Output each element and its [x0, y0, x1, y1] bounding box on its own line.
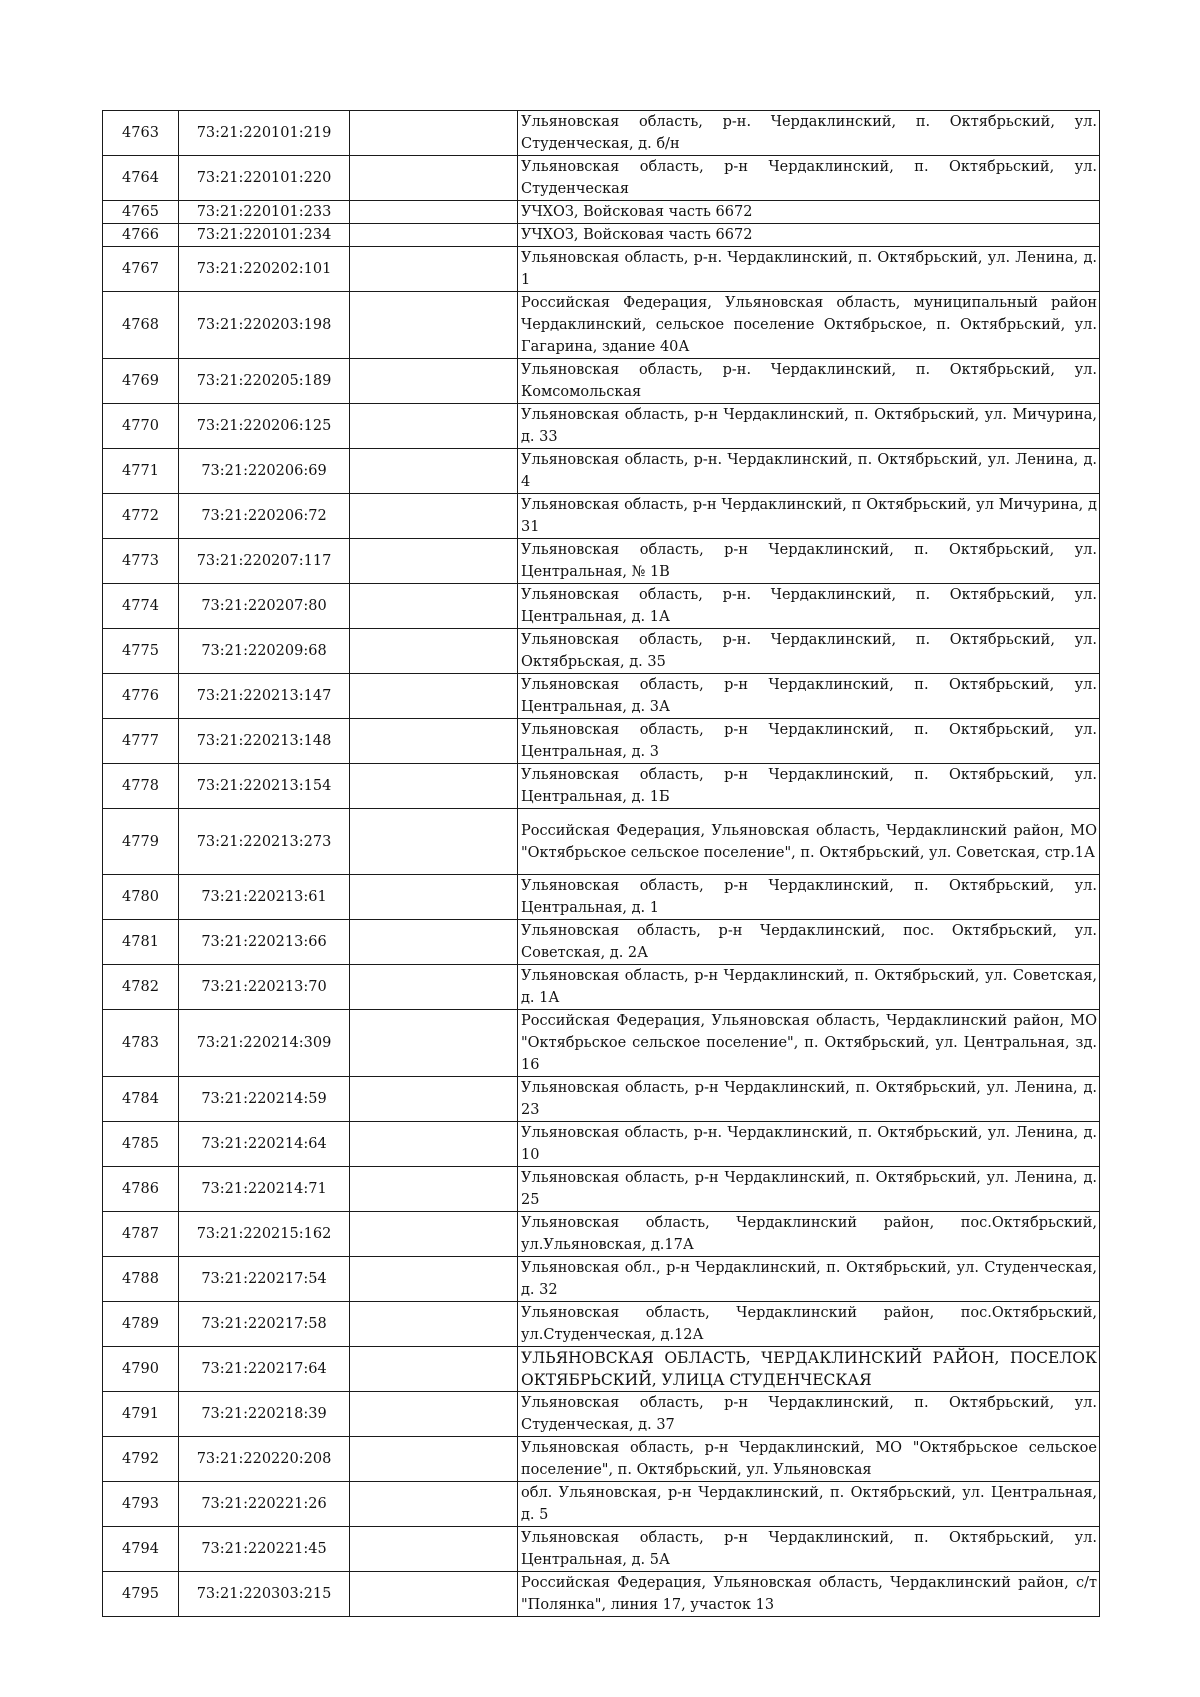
cadastral-number-cell: 73:21:220206:72	[179, 494, 350, 539]
cadastral-number-cell: 73:21:220207:117	[179, 539, 350, 584]
address-cell: Российская Федерация, Ульяновская область, Чердаклинский район, МО "Октябрьское сельское поселение", п. Октябрьский, ул. Советская, стр.1А	[518, 809, 1100, 875]
table-row	[103, 156, 1100, 201]
row-number-cell: 4777	[103, 719, 179, 764]
table-row	[103, 809, 1100, 875]
cadastral-number-cell: 73:21:220221:26	[179, 1482, 350, 1527]
table-row	[103, 224, 1100, 247]
empty-cell	[350, 965, 518, 1010]
row-number-cell: 4773	[103, 539, 179, 584]
address-cell: Ульяновская область, р-н Чердаклинский, п Октябрьский, ул Мичурина, д 31	[518, 494, 1100, 539]
table-row	[103, 111, 1100, 156]
address-cell: Ульяновская область, р-н Чердаклинский, п. Октябрьский, ул. Студенческая, д. 37	[518, 1392, 1100, 1437]
row-number-cell: 4779	[103, 809, 179, 875]
cadastral-number-cell: 73:21:220215:162	[179, 1212, 350, 1257]
row-number-cell: 4792	[103, 1437, 179, 1482]
table-row	[103, 629, 1100, 674]
cadastral-number-cell: 73:21:220213:147	[179, 674, 350, 719]
address-cell: Российская Федерация, Ульяновская область, муниципальный район Чердаклинский, сельское поселение Октябрьское, п. Октябрьский, ул. Гагарина, здание 40А	[518, 292, 1100, 359]
row-number-cell: 4794	[103, 1527, 179, 1572]
address-cell: Российская Федерация, Ульяновская область, Чердаклинский район, МО "Октябрьское сельское поселение", п. Октябрьский, ул. Центральная, зд. 16	[518, 1010, 1100, 1077]
empty-cell	[350, 629, 518, 674]
table-row	[103, 1212, 1100, 1257]
row-number-cell: 4788	[103, 1257, 179, 1302]
address-cell: Ульяновская область, р-н Чердаклинский, п. Октябрьский, ул. Центральная, д. 1Б	[518, 764, 1100, 809]
row-number-cell: 4793	[103, 1482, 179, 1527]
cadastral-number-cell: 73:21:220101:220	[179, 156, 350, 201]
empty-cell	[350, 1010, 518, 1077]
row-number-cell: 4785	[103, 1122, 179, 1167]
cadastral-number-cell: 73:21:220205:189	[179, 359, 350, 404]
address-cell: УЧХОЗ, Войсковая часть 6672	[518, 201, 1100, 224]
empty-cell	[350, 1482, 518, 1527]
empty-cell	[350, 247, 518, 292]
row-number-cell: 4780	[103, 875, 179, 920]
empty-cell	[350, 764, 518, 809]
empty-cell	[350, 224, 518, 247]
row-number-cell: 4784	[103, 1077, 179, 1122]
cadastral-number-cell: 73:21:220203:198	[179, 292, 350, 359]
cadastral-number-cell: 73:21:220214:309	[179, 1010, 350, 1077]
empty-cell	[350, 494, 518, 539]
address-cell: Ульяновская область, р-н Чердаклинский, п. Октябрьский, ул. Мичурина, д. 33	[518, 404, 1100, 449]
address-cell: Ульяновская область, р-н Чердаклинский, п. Октябрьский, ул. Центральная, д. 3	[518, 719, 1100, 764]
table-row	[103, 920, 1100, 965]
empty-cell	[350, 584, 518, 629]
cadastral-number-cell: 73:21:220213:70	[179, 965, 350, 1010]
cadastral-number-cell: 73:21:220214:71	[179, 1167, 350, 1212]
address-cell: УЛЬЯНОВСКАЯ ОБЛАСТЬ, ЧЕРДАКЛИНСКИЙ РАЙОН, ПОСЕЛОК ОКТЯБРЬСКИЙ, УЛИЦА СТУДЕНЧЕСКАЯ	[518, 1347, 1100, 1392]
empty-cell	[350, 1077, 518, 1122]
cadastral-number-cell: 73:21:220218:39	[179, 1392, 350, 1437]
table-row	[103, 674, 1100, 719]
empty-cell	[350, 292, 518, 359]
empty-cell	[350, 719, 518, 764]
empty-cell	[350, 674, 518, 719]
table-row	[103, 1347, 1100, 1392]
cadastral-number-cell: 73:21:220214:59	[179, 1077, 350, 1122]
row-number-cell: 4774	[103, 584, 179, 629]
address-cell: Ульяновская область, р-н Чердаклинский, п. Октябрьский, ул. Центральная, д. 5А	[518, 1527, 1100, 1572]
row-number-cell: 4776	[103, 674, 179, 719]
row-number-cell: 4772	[103, 494, 179, 539]
table-row	[103, 247, 1100, 292]
row-number-cell: 4789	[103, 1302, 179, 1347]
row-number-cell: 4768	[103, 292, 179, 359]
table-row	[103, 719, 1100, 764]
address-cell: Ульяновская область, р-н. Чердаклинский, п. Октябрьский, ул. Ленина, д. 1	[518, 247, 1100, 292]
empty-cell	[350, 1572, 518, 1617]
table-row	[103, 1167, 1100, 1212]
row-number-cell: 4782	[103, 965, 179, 1010]
address-cell: Ульяновская область, р-н. Чердаклинский, п. Октябрьский, ул. Центральная, д. 1А	[518, 584, 1100, 629]
cadastral-number-cell: 73:21:220213:154	[179, 764, 350, 809]
address-cell: Ульяновская область, р-н. Чердаклинский, п. Октябрьский, ул. Комсомольская	[518, 359, 1100, 404]
row-number-cell: 4795	[103, 1572, 179, 1617]
cadastral-number-cell: 73:21:220206:125	[179, 404, 350, 449]
address-cell: УЧХОЗ, Войсковая часть 6672	[518, 224, 1100, 247]
address-cell: Ульяновская область, р-н Чердаклинский, п. Октябрьский, ул. Центральная, № 1В	[518, 539, 1100, 584]
empty-cell	[350, 1167, 518, 1212]
row-number-cell: 4764	[103, 156, 179, 201]
empty-cell	[350, 1347, 518, 1392]
cadastral-number-cell: 73:21:220207:80	[179, 584, 350, 629]
row-number-cell: 4783	[103, 1010, 179, 1077]
empty-cell	[350, 404, 518, 449]
row-number-cell: 4778	[103, 764, 179, 809]
empty-cell	[350, 875, 518, 920]
table-row	[103, 1527, 1100, 1572]
cadastral-number-cell: 73:21:220220:208	[179, 1437, 350, 1482]
cadastral-number-cell: 73:21:220101:219	[179, 111, 350, 156]
address-cell: Ульяновская область, р-н Чердаклинский, п. Октябрьский, ул. Ленина, д. 23	[518, 1077, 1100, 1122]
cadastral-number-cell: 73:21:220213:148	[179, 719, 350, 764]
cadastral-number-cell: 73:21:220217:58	[179, 1302, 350, 1347]
row-number-cell: 4766	[103, 224, 179, 247]
address-cell: Ульяновская область, р-н. Чердаклинский, п. Октябрьский, ул. Ленина, д. 4	[518, 449, 1100, 494]
empty-cell	[350, 1527, 518, 1572]
cadastral-number-cell: 73:21:220214:64	[179, 1122, 350, 1167]
cadastral-number-cell: 73:21:220217:64	[179, 1347, 350, 1392]
row-number-cell: 4763	[103, 111, 179, 156]
row-number-cell: 4770	[103, 404, 179, 449]
address-cell: Ульяновская область, р-н Чердаклинский, пос. Октябрьский, ул. Советская, д. 2А	[518, 920, 1100, 965]
cadastral-number-cell: 73:21:220303:215	[179, 1572, 350, 1617]
address-cell: Ульяновская область, р-н Чердаклинский, п. Октябрьский, ул. Центральная, д. 3А	[518, 674, 1100, 719]
row-number-cell: 4767	[103, 247, 179, 292]
table-row	[103, 292, 1100, 359]
address-cell: Ульяновская область, р-н Чердаклинский, п. Октябрьский, ул. Центральная, д. 1	[518, 875, 1100, 920]
row-number-cell: 4775	[103, 629, 179, 674]
address-cell: Ульяновская область, р-н. Чердаклинский, п. Октябрьский, ул. Октябрьская, д. 35	[518, 629, 1100, 674]
table-row	[103, 1010, 1100, 1077]
table-row	[103, 404, 1100, 449]
address-cell: Ульяновская область, р-н. Чердаклинский, п. Октябрьский, ул. Студенческая, д. б/н	[518, 111, 1100, 156]
address-cell: Российская Федерация, Ульяновская область, Чердаклинский район, с/т "Полянка", линия 17, участок 13	[518, 1572, 1100, 1617]
table-row	[103, 201, 1100, 224]
cadastral-number-cell: 73:21:220213:66	[179, 920, 350, 965]
empty-cell	[350, 449, 518, 494]
row-number-cell: 4791	[103, 1392, 179, 1437]
cadastral-number-cell: 73:21:220101:233	[179, 201, 350, 224]
table-row	[103, 359, 1100, 404]
row-number-cell: 4786	[103, 1167, 179, 1212]
table-row	[103, 1302, 1100, 1347]
table-row	[103, 1122, 1100, 1167]
address-cell: Ульяновская область, р-н Чердаклинский, п. Октябрьский, ул. Студенческая	[518, 156, 1100, 201]
empty-cell	[350, 359, 518, 404]
row-number-cell: 4781	[103, 920, 179, 965]
cadastral-number-cell: 73:21:220202:101	[179, 247, 350, 292]
address-cell: Ульяновская область, р-н Чердаклинский, МО "Октябрьское сельское поселение", п. Октябрьский, ул. Ульяновская	[518, 1437, 1100, 1482]
row-number-cell: 4771	[103, 449, 179, 494]
table-row	[103, 449, 1100, 494]
table-row	[103, 1077, 1100, 1122]
table-row	[103, 965, 1100, 1010]
table-row	[103, 494, 1100, 539]
empty-cell	[350, 1122, 518, 1167]
row-number-cell: 4790	[103, 1347, 179, 1392]
empty-cell	[350, 1212, 518, 1257]
cadastral-number-cell: 73:21:220213:273	[179, 809, 350, 875]
empty-cell	[350, 1302, 518, 1347]
address-cell: Ульяновская область, р-н Чердаклинский, п. Октябрьский, ул. Ленина, д. 25	[518, 1167, 1100, 1212]
address-cell: Ульяновская обл., р-н Чердаклинский, п. Октябрьский, ул. Студенческая, д. 32	[518, 1257, 1100, 1302]
cadastral-number-cell: 73:21:220209:68	[179, 629, 350, 674]
table-row	[103, 1392, 1100, 1437]
row-number-cell: 4765	[103, 201, 179, 224]
table-row	[103, 1482, 1100, 1527]
cadastral-number-cell: 73:21:220213:61	[179, 875, 350, 920]
cadastral-number-cell: 73:21:220206:69	[179, 449, 350, 494]
empty-cell	[350, 539, 518, 584]
land-registry-table	[102, 110, 1100, 1617]
table-row	[103, 764, 1100, 809]
address-cell: Ульяновская область, р-н Чердаклинский, п. Октябрьский, ул. Советская, д. 1А	[518, 965, 1100, 1010]
empty-cell	[350, 1257, 518, 1302]
row-number-cell: 4787	[103, 1212, 179, 1257]
row-number-cell: 4769	[103, 359, 179, 404]
table-row	[103, 539, 1100, 584]
address-cell: Ульяновская область, Чердаклинский район, пос.Октябрьский, ул.Студенческая, д.12А	[518, 1302, 1100, 1347]
empty-cell	[350, 201, 518, 224]
cadastral-number-cell: 73:21:220217:54	[179, 1257, 350, 1302]
table-body	[103, 111, 1100, 1617]
cadastral-number-cell: 73:21:220101:234	[179, 224, 350, 247]
table-row	[103, 584, 1100, 629]
address-cell: Ульяновская область, р-н. Чердаклинский, п. Октябрьский, ул. Ленина, д. 10	[518, 1122, 1100, 1167]
cadastral-number-cell: 73:21:220221:45	[179, 1527, 350, 1572]
empty-cell	[350, 1437, 518, 1482]
empty-cell	[350, 1392, 518, 1437]
table-row	[103, 1437, 1100, 1482]
table-row	[103, 1257, 1100, 1302]
empty-cell	[350, 920, 518, 965]
empty-cell	[350, 111, 518, 156]
address-cell: обл. Ульяновская, р-н Чердаклинский, п. Октябрьский, ул. Центральная, д. 5	[518, 1482, 1100, 1527]
empty-cell	[350, 156, 518, 201]
empty-cell	[350, 809, 518, 875]
address-cell: Ульяновская область, Чердаклинский район, пос.Октябрьский, ул.Ульяновская, д.17А	[518, 1212, 1100, 1257]
table-row	[103, 875, 1100, 920]
table-row	[103, 1572, 1100, 1617]
